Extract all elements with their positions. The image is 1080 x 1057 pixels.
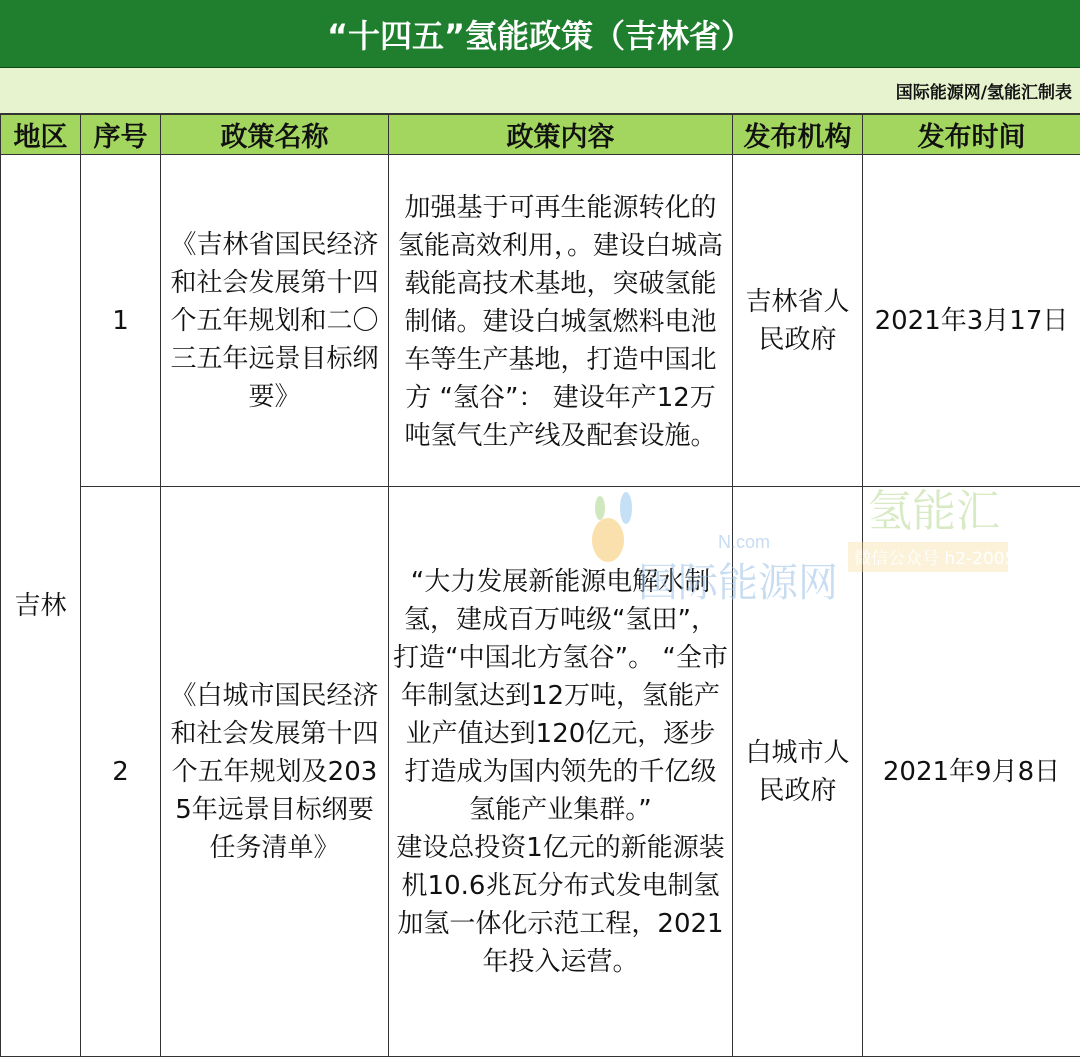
header-row — [1, 115, 1080, 155]
date-cell: 2021年3月17日 — [863, 155, 1080, 487]
table-row — [1, 155, 1080, 487]
policy-content-text: “大力发展新能源电解水制氢，建成百万吨级“氢田”，打造“中国北方氢谷”。 “全市年制氢达到12万吨，氢能产业产值达到120亿元，逐步打造成为国内领先的千亿级氢能产业集群。” — [393, 566, 728, 825]
header-policy-name: 政策名称 — [161, 115, 389, 155]
index-cell: 1 — [81, 155, 161, 487]
header-publisher: 发布机构 — [733, 115, 863, 155]
policy-name-cell: 《吉林省国民经济和社会发展第十四个五年规划和二〇三五年远景目标纲要》 — [161, 155, 389, 487]
watermark-left-brand: 国际能源网 — [638, 560, 838, 606]
policy-table — [0, 114, 1080, 1057]
watermark-domain: N.com — [718, 532, 771, 552]
index-cell: 2 — [81, 487, 161, 1057]
publisher-cell: 白城市人民政府 — [733, 487, 863, 1057]
header-date: 发布时间 — [863, 115, 1080, 155]
policy-name-cell: 《白城市国民经济和社会发展第十四个五年规划及2035年远景目标纲要任务清单》 — [161, 487, 389, 1057]
policy-content-text: 建设总投资1亿元的新能源装机10.6兆瓦分布式发电制氢加氢一体化示范工程，2021年投入运营。 — [396, 832, 725, 977]
policy-content-cell — [389, 487, 733, 1057]
sheet-title: “十四五”氢能政策（吉林省） — [0, 0, 1080, 68]
region-cell: 吉林 — [1, 155, 81, 1057]
header-index: 序号 — [81, 115, 161, 155]
header-policy-content: 政策内容 — [389, 115, 733, 155]
watermark-right-brand: 氢能汇 — [868, 486, 1000, 537]
date-cell: 2021年9月8日 — [863, 487, 1080, 1057]
watermark-right-sub: 微信公众号 h2-2005 — [854, 549, 1016, 569]
source-text: 国际能源网/氢能汇制表 — [895, 83, 1072, 103]
policy-content-text: 加强基于可再生能源转化的氢能高效利用，。建设白城高载能高技术基地，突破氢能制储。建设白城氢燃料电池车等生产基地，打造中国北方 “氢谷”： 建设年产12万吨氢气生产线及配套设施。 — [397, 192, 723, 451]
publisher-cell: 吉林省人民政府 — [733, 155, 863, 487]
header-region: 地区 — [1, 115, 81, 155]
source-note — [0, 68, 1080, 114]
table-row — [1, 487, 1080, 1057]
policy-content-cell — [389, 155, 733, 487]
